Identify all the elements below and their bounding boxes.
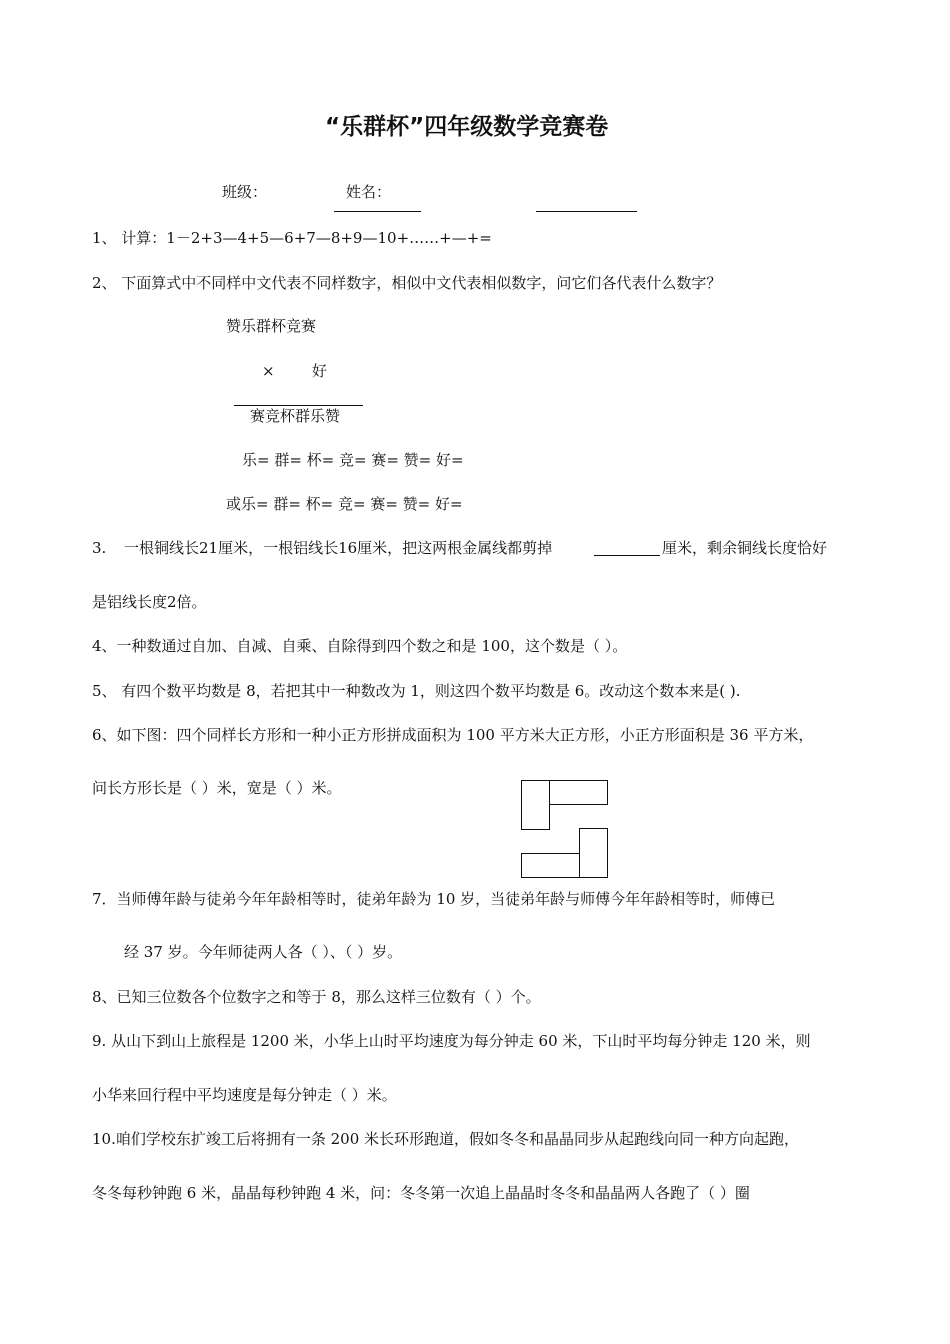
question-2: 2、 下面算式中不同样中文代表不同样数字，相似中文代表相似数字，问它们各代表什么数字？: [92, 274, 722, 292]
diagram-rect-left-vertical: [521, 780, 550, 830]
question-10-line-1: 10.咱们学校东扩竣工后将拥有一条 200 米长环形跑道，假如冬冬和晶晶同步从起跑线向同一种方向起跑，: [92, 1130, 800, 1148]
question-10-line-2: 冬冬每秒钟跑 6 米，晶晶每秒钟跑 4 米，问：冬冬第一次追上晶晶时冬冬和晶晶两人各跑了（ ）圈: [92, 1184, 750, 1202]
class-blank-line: [334, 211, 421, 212]
class-label: 班级：: [222, 183, 268, 201]
question-3-part-c: 是铝线长度2倍。: [92, 593, 207, 611]
question-3-number: 3.: [92, 539, 107, 557]
question-8: 8、已知三位数各个位数字之和等于 8，那么这样三位数有（ ）个。: [92, 988, 541, 1006]
question-9-line-1: 9. 从山下到山上旅程是 1200 米，小华上山时平均速度为每分钟走 60 米，下山时平均每分钟走 120 米，则: [92, 1032, 811, 1050]
diagram-rect-top-horizontal: [549, 780, 608, 805]
puzzle-answer-1: 乐= 群= 杯= 竞= 赛= 赞= 好=: [242, 451, 464, 469]
question-1: 1、 计算：1－2+3—4+5—6+7—8+9—10+……+—+=: [92, 229, 492, 247]
name-label: 姓名：: [346, 183, 392, 201]
puzzle-answer-2: 或乐= 群= 杯= 竞= 赛= 赞= 好=: [226, 495, 463, 513]
question-3-part-b: 厘米，剩余铜线长度恰好: [662, 539, 828, 557]
question-7-line-2: 经 37 岁。今年师徒两人各（ ）、（ ）岁。: [124, 943, 403, 961]
question-3-part-a: 一根铜线长21厘米，一根铝线长16厘米，把这两根金属线都剪掉: [124, 539, 553, 557]
question-6-line-2: 问长方形长是（ ）米，宽是（ ）米。: [92, 779, 342, 797]
question-6-line-1: 6、如下图：四个同样长方形和一种小正方形拼成面积为 100 平方米大正方形，小正方形面积是 36 平方米，: [92, 726, 814, 744]
question-3-blank: [594, 555, 660, 556]
diagram-rect-bottom-horizontal: [521, 853, 580, 878]
diagram-rect-right-vertical: [579, 828, 608, 878]
question-9-line-2: 小华来回行程中平均速度是每分钟走（ ）米。: [92, 1086, 397, 1104]
name-blank-line: [536, 211, 637, 212]
puzzle-result: 赛竞杯群乐赞: [250, 407, 341, 425]
question-4: 4、一种数通过自加、自减、自乘、自除得到四个数之和是 100，这个数是（ ）。: [92, 637, 628, 655]
puzzle-multiplier: 好: [312, 362, 328, 380]
page-title: “乐群杯”四年级数学竞赛卷: [325, 114, 609, 140]
puzzle-multiply-sign: ×: [262, 362, 275, 380]
question-7-line-1: 7．当师傅年龄与徒弟今年年龄相等时，徒弟年龄为 10 岁，当徒弟年龄与师傅今年年龄相等时，师傅已: [92, 890, 776, 908]
question-5: 5、 有四个数平均数是 8，若把其中一种数改为 1，则这四个数平均数是 6。改动这个数本来是( ).: [92, 682, 741, 700]
puzzle-top: 赞乐群杯竞赛: [226, 317, 317, 335]
